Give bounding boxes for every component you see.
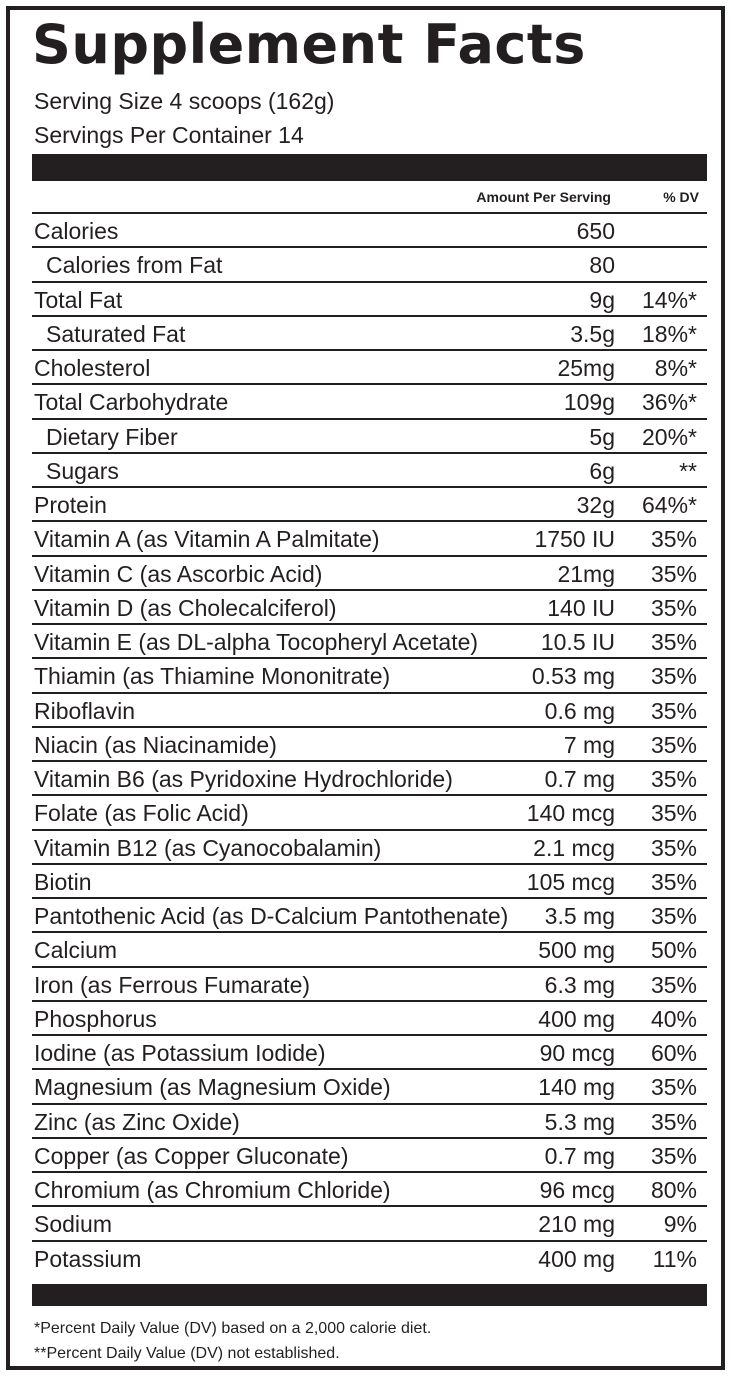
nutrient-row	[32, 385, 707, 419]
nutrient-name: Biotin	[34, 868, 92, 895]
nutrient-amount: 3.5 mg	[544, 903, 615, 929]
nutrient-name: Pantothenic Acid (as D-Calcium Pantothenate)	[34, 903, 509, 929]
nutrient-name: Vitamin C (as Ascorbic Acid)	[34, 560, 323, 587]
nutrient-row	[32, 420, 707, 454]
supplement-facts-panel	[6, 6, 725, 1370]
nutrient-row	[32, 283, 707, 317]
nutrient-amount: 6g	[589, 457, 615, 484]
nutrient-row	[32, 557, 707, 591]
nutrient-amount: 5g	[589, 423, 615, 450]
nutrient-row	[32, 522, 707, 556]
nutrient-amount: 210 mg	[538, 1211, 615, 1238]
nutrient-amount: 0.7 mg	[544, 766, 615, 792]
nutrient-row	[32, 625, 707, 659]
nutrient-daily-value: 50%	[650, 937, 697, 964]
nutrient-name: Calories from Fat	[46, 252, 223, 279]
nutrient-name: Sugars	[46, 457, 119, 484]
nutrient-amount: 400 mg	[538, 1245, 615, 1272]
nutrient-daily-value: **	[679, 457, 697, 484]
nutrient-daily-value: 35%	[650, 697, 697, 724]
nutrient-row	[32, 968, 707, 1002]
footnote-dv-basis: *Percent Daily Value (DV) based on a 2,000 calorie diet.	[34, 1320, 432, 1337]
nutrient-amount: 96 mcg	[539, 1177, 615, 1203]
nutrient-amount: 0.53 mg	[531, 663, 615, 690]
nutrient-name: Total Carbohydrate	[34, 389, 229, 416]
nutrient-row	[32, 933, 707, 967]
nutrient-row	[32, 865, 707, 899]
nutrient-daily-value: 35%	[650, 800, 697, 827]
footnotes	[34, 1316, 431, 1366]
nutrient-daily-value: 20%*	[642, 423, 697, 450]
nutrient-row	[32, 214, 707, 248]
nutrient-name: Riboflavin	[34, 697, 135, 724]
nutrient-daily-value: 35%	[650, 1108, 697, 1135]
footnote-not-established: **Percent Daily Value (DV) not established.	[34, 1345, 340, 1362]
nutrient-name: Iodine (as Potassium Iodide)	[34, 1040, 326, 1066]
nutrient-row	[32, 831, 707, 865]
nutrient-daily-value: 18%*	[642, 320, 697, 347]
nutrient-amount: 9g	[589, 286, 615, 313]
nutrient-row	[32, 659, 707, 693]
nutrient-daily-value: 36%*	[642, 389, 697, 416]
nutrient-name: Copper (as Copper Gluconate)	[34, 1142, 349, 1169]
nutrient-daily-value: 35%	[650, 731, 697, 758]
servings-per-container: Servings Per Container 14	[34, 122, 304, 148]
nutrient-daily-value: 35%	[650, 560, 697, 587]
nutrient-daily-value: 8%*	[654, 355, 697, 381]
header-amount-per-serving: Amount Per Serving	[476, 189, 611, 205]
nutrient-name: Zinc (as Zinc Oxide)	[34, 1108, 240, 1135]
nutrient-daily-value: 64%*	[642, 492, 697, 518]
nutrient-amount: 7 mg	[563, 731, 615, 758]
nutrient-table	[32, 212, 707, 1276]
nutrient-row	[32, 488, 707, 522]
nutrient-row	[32, 1173, 707, 1207]
nutrient-amount: 2.1 mcg	[533, 834, 615, 861]
nutrient-row	[32, 1105, 707, 1139]
nutrient-row	[32, 694, 707, 728]
nutrient-amount: 109g	[563, 389, 615, 416]
nutrient-daily-value: 40%	[650, 1005, 697, 1032]
nutrient-name: Iron (as Ferrous Fumarate)	[34, 971, 311, 998]
nutrient-row	[32, 317, 707, 351]
bottom-divider-bar	[32, 1284, 707, 1306]
nutrient-name: Vitamin E (as DL-alpha Tocopheryl Acetate)	[34, 629, 479, 655]
nutrient-row	[32, 1207, 707, 1241]
nutrient-amount: 140 mg	[538, 1074, 615, 1101]
nutrient-amount: 105 mcg	[526, 868, 615, 895]
header-daily-value: % DV	[663, 189, 699, 205]
nutrient-daily-value: 80%	[650, 1177, 697, 1203]
nutrient-row	[32, 248, 707, 282]
nutrient-daily-value: 35%	[650, 868, 697, 895]
nutrient-amount: 400 mg	[538, 1005, 615, 1032]
nutrient-amount: 32g	[576, 492, 615, 518]
column-header	[32, 182, 707, 212]
nutrient-name: Vitamin A (as Vitamin A Palmitate)	[34, 526, 380, 553]
nutrient-daily-value: 60%	[650, 1040, 697, 1066]
nutrient-name: Cholesterol	[34, 355, 151, 381]
nutrient-row	[32, 1139, 707, 1173]
nutrient-name: Calcium	[34, 937, 118, 964]
nutrient-daily-value: 35%	[650, 903, 697, 929]
nutrient-row	[32, 796, 707, 830]
nutrient-amount: 0.7 mg	[544, 1142, 615, 1169]
nutrient-amount: 140 IU	[547, 594, 615, 621]
nutrient-row	[32, 1242, 707, 1276]
nutrient-amount: 140 mcg	[526, 800, 615, 827]
nutrient-daily-value: 35%	[650, 971, 697, 998]
nutrient-daily-value: 9%	[663, 1211, 697, 1238]
nutrient-daily-value: 11%	[652, 1245, 697, 1272]
nutrient-name: Potassium	[34, 1245, 142, 1272]
nutrient-amount: 5.3 mg	[544, 1108, 615, 1135]
nutrient-daily-value: 35%	[650, 834, 697, 861]
nutrient-row	[32, 1070, 707, 1104]
nutrient-daily-value: 35%	[650, 594, 697, 621]
label-title: Supplement Facts	[32, 13, 586, 76]
nutrient-name: Niacin (as Niacinamide)	[34, 731, 277, 758]
nutrient-row	[32, 1002, 707, 1036]
nutrient-name: Magnesium (as Magnesium Oxide)	[34, 1074, 391, 1101]
nutrient-amount: 10.5 IU	[540, 629, 615, 655]
nutrient-row	[32, 762, 707, 796]
serving-size: Serving Size 4 scoops (162g)	[34, 88, 335, 114]
nutrient-name: Dietary Fiber	[46, 423, 178, 450]
nutrient-daily-value: 14%*	[642, 286, 697, 313]
nutrient-name: Calories	[34, 218, 119, 244]
nutrient-row	[32, 1036, 707, 1070]
nutrient-name: Sodium	[34, 1211, 112, 1238]
nutrient-amount: 0.6 mg	[544, 697, 615, 724]
nutrient-daily-value: 35%	[650, 629, 697, 655]
nutrient-name: Saturated Fat	[46, 320, 186, 347]
nutrient-amount: 500 mg	[538, 937, 615, 964]
nutrient-name: Vitamin D (as Cholecalciferol)	[34, 594, 337, 621]
nutrient-daily-value: 35%	[650, 1142, 697, 1169]
nutrient-row	[32, 454, 707, 488]
nutrient-name: Phosphorus	[34, 1005, 157, 1032]
nutrient-amount: 6.3 mg	[544, 971, 615, 998]
top-divider-bar	[32, 154, 707, 181]
nutrient-daily-value: 35%	[650, 766, 697, 792]
nutrient-row	[32, 351, 707, 385]
nutrient-amount: 1750 IU	[534, 526, 615, 553]
nutrient-amount: 90 mcg	[539, 1040, 615, 1066]
nutrient-name: Folate (as Folic Acid)	[34, 800, 249, 827]
nutrient-name: Total Fat	[34, 286, 123, 313]
nutrient-name: Protein	[34, 492, 107, 518]
nutrient-amount: 80	[589, 252, 615, 279]
nutrient-daily-value: 35%	[650, 1074, 697, 1101]
nutrient-daily-value: 35%	[650, 526, 697, 553]
nutrient-amount: 3.5g	[570, 320, 615, 347]
nutrient-row	[32, 899, 707, 933]
nutrient-name: Thiamin (as Thiamine Mononitrate)	[34, 663, 391, 690]
nutrient-row	[32, 591, 707, 625]
nutrient-amount: 21mg	[557, 560, 615, 587]
nutrient-name: Chromium (as Chromium Chloride)	[34, 1177, 391, 1203]
nutrient-amount: 650	[576, 218, 615, 244]
nutrient-daily-value: 35%	[650, 663, 697, 690]
nutrient-name: Vitamin B6 (as Pyridoxine Hydrochloride)	[34, 766, 453, 792]
nutrient-name: Vitamin B12 (as Cyanocobalamin)	[34, 834, 382, 861]
nutrient-row	[32, 728, 707, 762]
nutrient-amount: 25mg	[557, 355, 615, 381]
